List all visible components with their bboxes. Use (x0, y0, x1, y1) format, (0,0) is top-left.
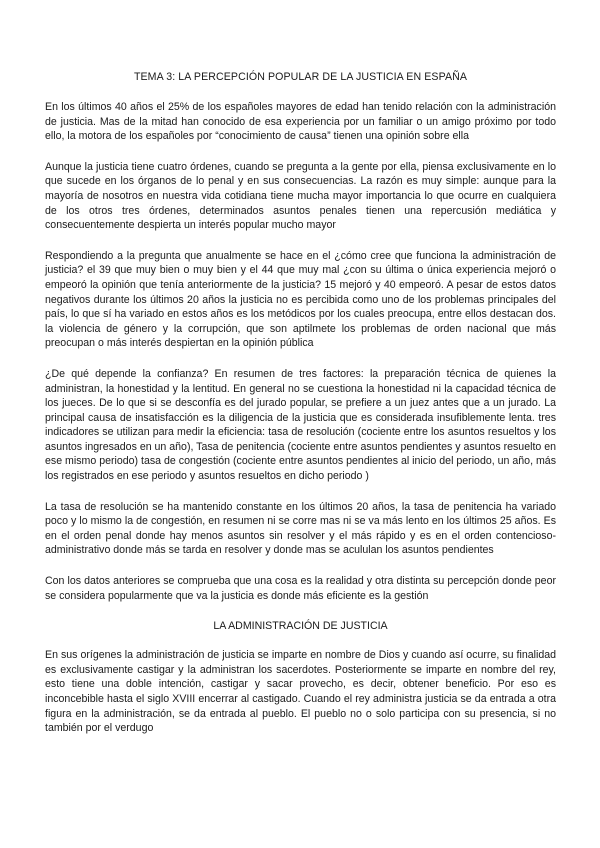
paragraph-relation-with-justice: En los últimos 40 años el 25% de los españoles mayores de edad han tenido relación con la administración de justicia. Mas de la mitad han conocido de esa experiencia por un familiar o un amigo próximo por todo ello, la motora de los españoles por “conocimiento de causa” tienen una opinión sobre ella (45, 101, 556, 143)
document-page (45, 70, 556, 752)
section-title: LA ADMINISTRACIÓN DE JUSTICIA (213, 620, 388, 633)
paragraph-origins-of-justice: En sus orígenes la administración de justicia se imparte en nombre de Dios y cuando así ocurre, su finalidad es exclusivamente castigar y la administran los sacerdotes. Posteriormente se imparte en nombre del rey, esto tiene una doble intención, castigar y sacar provecho, es decir, obtener beneficio. Por eso es inconcebible hasta el siglo XVIII encerrar al castigado. Cuando el rey administra justicia se da entrada a otra figura en la administración, se da entrada al pueblo. El pueblo no o solo participa con su presencia, si no también por el verdugo (45, 649, 556, 735)
document-title: TEMA 3: LA PERCEPCIÓN POPULAR DE LA JUSTICIA EN ESPAÑA (133, 71, 468, 83)
paragraph-resolution-rate: La tasa de resolución se ha mantenido constante en los últimos 20 años, la tasa de penitencia ha variado poco y lo mismo la de congestión, en resumen ni se corre mas ni se va más lento en los últimos 25 años. Es en el orden penal donde hay menos asuntos sin resolver y el más rápido y es en el orden contencioso-administrativo donde más se tarda en resolver y donde mas se acululan los asuntos pendientes (45, 500, 556, 557)
paragraph-confidence-factors: ¿De qué depende la confianza? En resumen de tres factores: la preparación técnica de quienes la administran, la honestidad y la lentitud. En general no se cuestiona la honestidad ni la capacidad técnica de los jueces. De lo que si se desconfía es del jurado popular, se prefiere a un juez antes que a un jurado. La principal causa de insatisfacción es la diligencia de la justicia que es considerada insufiblemente lenta. tres indicadores se utilizan para medir la eficiencia: tasa de resolución (cociente entre los asuntos resueltos y los asuntos ingresados en un año), Tasa de penitencia (cociente entre asuntos pendientes y asuntos resuelto en ese mismo periodo) tasa de congestión (cociente entre asuntos pendientes al inicio del periodo, un año, más los registrados en ese periodo y asuntos resueltos en dicho periodo ) (45, 367, 557, 483)
paragraph-four-orders: Aunque la justicia tiene cuatro órdenes, cuando se pregunta a la gente por ella, piensa exclusivamente en lo que sucede en los órganos de lo penal y en sus consecuencias. La razón es muy simple: aunque para la mayoría de nosotros en nuestra vida cotidiana tiene mucha mayor importancia lo que ocurre en cualquiera de los otros tres órdenes, determinados asuntos penales tienen una repercusión mediática y consecuentemente despierta un interés popular mucho mayor (45, 160, 556, 232)
paragraph-reality-vs-perception: Con los datos anteriores se comprueba que una cosa es la realidad y otra distinta su percepción donde peor se considera popularmente que va la justicia es donde más eficiente es la gestión (45, 575, 556, 602)
paragraph-survey-question: Respondiendo a la pregunta que anualmente se hace en el ¿cómo cree que funciona la administración de justicia? el 39 que muy bien o muy bien y el 44 que muy mal ¿con su última o única experiencia mejoró o empeoró la opinión que tenía anteriormente de la justicia? 15 mejoró y 40 empeoró. A pesar de estos datos negativos durante los últimos 20 años la justicia no es percibida como uno de los problemas principales del país, lo que sí ha variado en estos años es los metódicos por los cuales preocupa, entre ellos destacan dos. la violencia de género y la corrupción, que son aptilmete los problemas de orden nacional que más preocupan o más interés despiertan en la opinión pública (45, 249, 556, 350)
